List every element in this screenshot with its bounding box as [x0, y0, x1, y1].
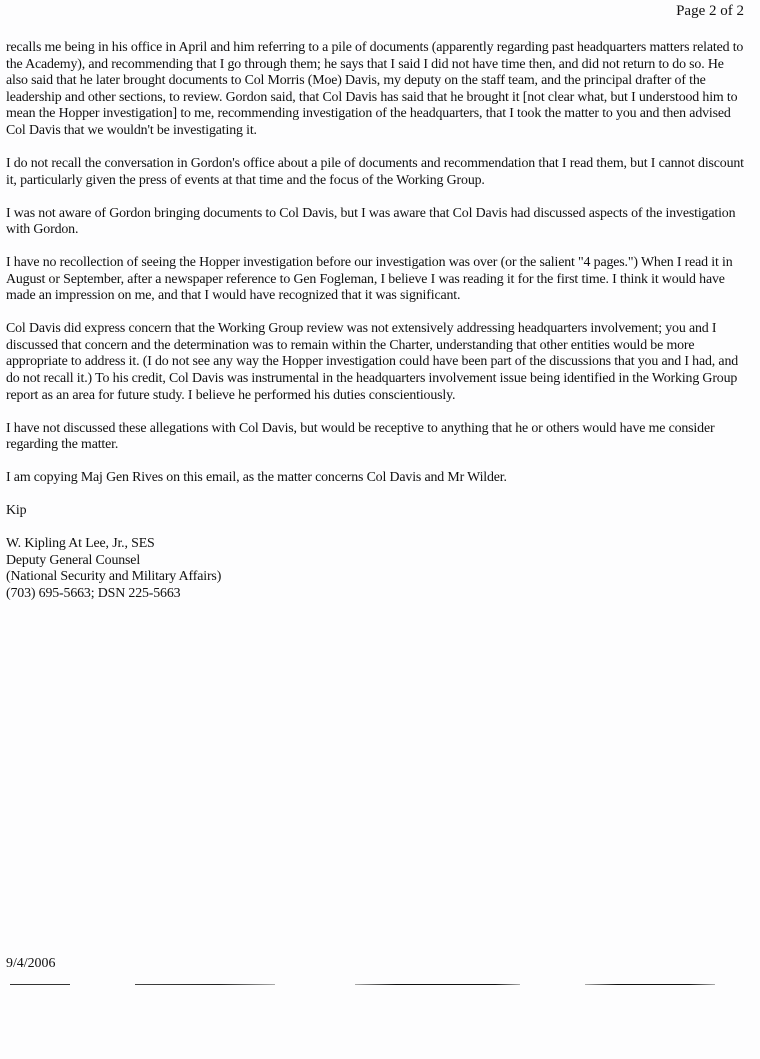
signature-title: Deputy General Counsel: [6, 552, 141, 568]
signature-block: [6, 536, 746, 602]
paragraph-gordon-recollection: recalls me being in his office in April and him referring to a pile of documents (apparently regarding past headquarters matters related to the Academy), and recommending that I go through them; he says that I said I did not have time then, and did not return to do so. He also said that he later brought documents to Col Morris (Moe) Davis, my deputy on the staff team, and the principal drafter of the leadership and other sections, to review. Gordon said, that Col Davis has said that he brought it [not clear what, but I understood him to mean the Hopper investigation] to me, recommending investigation of the headquarters, that I took the matter to you and then advised Col Davis that we wouldn't be investigating it.: [6, 40, 744, 138]
paragraph-not-discussed-allegations: I have not discussed these allegations with Col Davis, but would be receptive to anything that he or others would have me consider regarding the matter.: [6, 420, 715, 453]
footer-rule: [135, 984, 275, 985]
signature-phone: (703) 695-5663; DSN 225-5663: [6, 585, 181, 601]
footer-date: 9/4/2006: [6, 956, 56, 971]
footer-rule: [10, 984, 70, 985]
page-indicator: Page 2 of 2: [676, 3, 744, 19]
signature-office: (National Security and Military Affairs): [6, 569, 222, 585]
paragraph-not-aware-documents: I was not aware of Gordon bringing documents to Col Davis, but I was aware that Col Davis had discussed aspects of the investigation with Gordon.: [6, 205, 736, 238]
footer-rule: [585, 984, 715, 985]
paragraph-hopper-investigation: I have no recollection of seeing the Hopper investigation before our investigation was over (or the salient "4 pages.") When I read it in August or September, after a newspaper reference to Gen Fogleman, I believe I was reading it for the first time. I think it would have made an impression on me, and that I would have recognized that it was significant.: [6, 255, 733, 304]
signature-name: W. Kipling At Lee, Jr., SES: [6, 536, 155, 552]
paragraph-no-recall-conversation: I do not recall the conversation in Gordon's office about a pile of documents and recommendation that I read them, but I cannot discount it, particularly given the press of events at that time and the focus of the Working Group.: [6, 155, 744, 188]
sign-off: Kip: [6, 503, 27, 519]
paragraph-copying-rives: I am copying Maj Gen Rives on this email, as the matter concerns Col Davis and Mr Wilder.: [6, 470, 507, 486]
letter-body: [6, 40, 746, 603]
paragraph-col-davis-concern: Col Davis did express concern that the Working Group review was not extensively addressing headquarters involvement; you and I discussed that concern and the determination was to remain within the Charter, understanding that other entities would be more appropriate to address it. (I do not see any way the Hopper investigation could have been part of the discussions that you and I had, and do not recall it.) To his credit, Col Davis was instrumental in the headquarters involvement issue being identified in the Working Group report as an area for future study. I believe he performed his duties conscientiously.: [6, 321, 739, 403]
footer-rule: [355, 984, 520, 985]
